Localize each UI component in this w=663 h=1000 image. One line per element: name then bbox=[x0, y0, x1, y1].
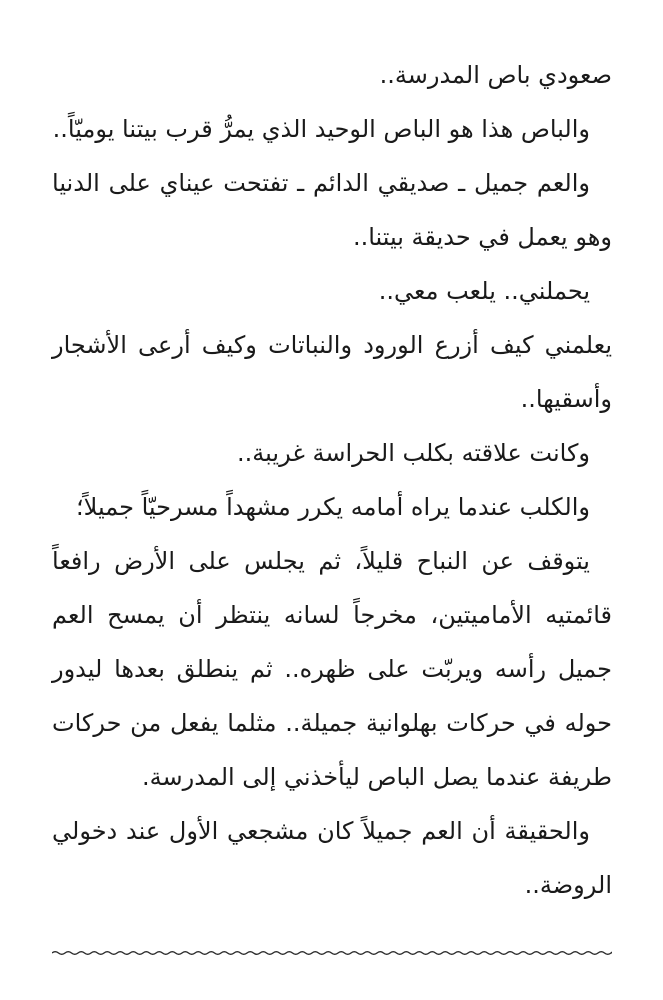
story-page bbox=[52, 48, 612, 912]
paragraph-7: والكلب عندما يراه أمامه يكرر مشهداً مسرحيّاً جميلاً؛ bbox=[76, 493, 590, 521]
paragraph-8: يتوقف عن النباح قليلاً، ثم يجلس على الأرض رافعاً قائمتيه الأماميتين، مخرجاً لسانه ينتظر أن يمسح العم جميل رأسه ويربّت على ظهره.. ثم ينطلق بعدها ليدور حوله في حركات بهلوانية جميلة.. مثلما يفعل من حركات طريفة عندما يصل الباص ليأخذني إلى المدرسة. bbox=[52, 547, 612, 791]
wavy-divider-line bbox=[52, 952, 612, 955]
wavy-divider bbox=[52, 946, 612, 960]
paragraph-3: والعم جميل ـ صديقي الدائم ـ تفتحت عيناي على الدنيا وهو يعمل في حديقة بيتنا.. bbox=[52, 169, 612, 251]
paragraph-6: وكانت علاقته بكلب الحراسة غريبة.. bbox=[237, 439, 590, 467]
paragraph-5: يعلمني كيف أزرع الورود والنباتات وكيف أرعى الأشجار وأسقيها.. bbox=[52, 331, 612, 413]
paragraph-2: والباص هذا هو الباص الوحيد الذي يمرُّ قرب بيتنا يوميّاً.. bbox=[52, 115, 590, 143]
paragraph-4: يحملني.. يلعب معي.. bbox=[378, 277, 590, 305]
paragraph-1: صعودي باص المدرسة.. bbox=[379, 61, 612, 89]
paragraph-9: والحقيقة أن العم جميلاً كان مشجعي الأول عند دخولي الروضة.. bbox=[52, 817, 612, 899]
